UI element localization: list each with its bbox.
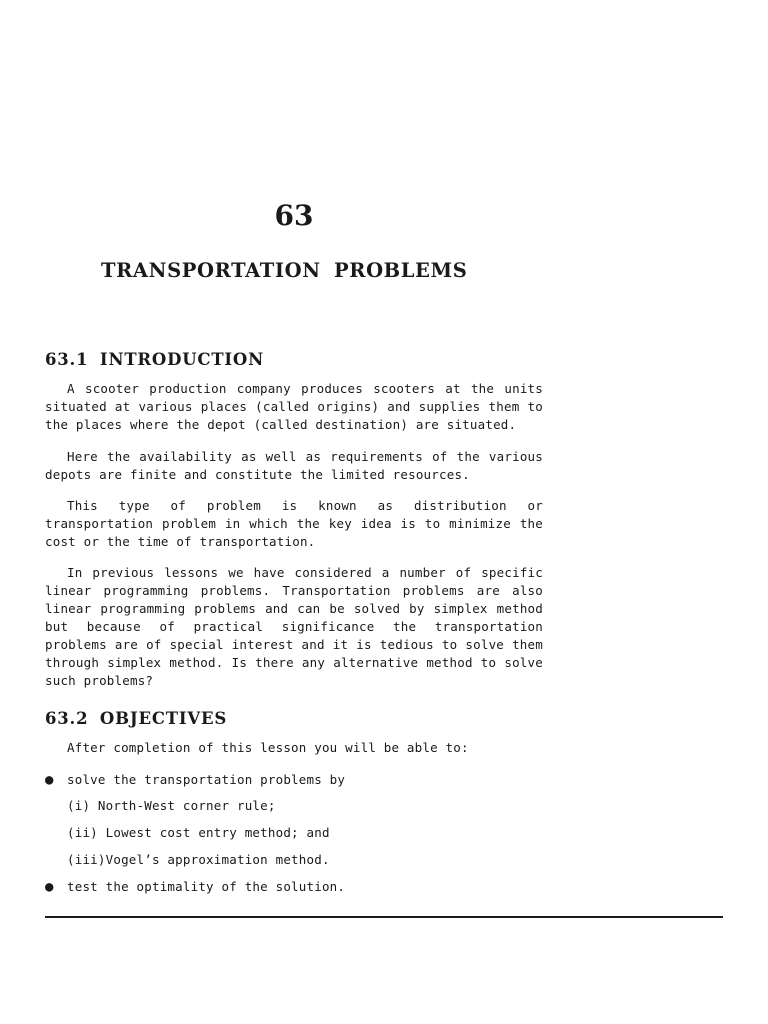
bullet-icon: ●	[45, 879, 54, 895]
objective-subitem-3: (iii)Vogel’s approximation method.	[67, 852, 330, 867]
bullet-icon: ●	[45, 772, 54, 788]
objective-item-1: solve the transportation problems by	[67, 772, 346, 787]
page-divider	[45, 916, 723, 918]
objective-item-2: test the optimality of the solution.	[67, 879, 346, 894]
objective-subitem-1: (i) North-West corner rule;	[67, 798, 276, 813]
objectives-intro: After completion of this lesson you will be able to:	[67, 740, 469, 755]
intro-paragraph-1: A scooter production company produces scooters at the units situated at various places (called origins) and supplies them to the places where the depot (called destination) are situated.	[45, 381, 543, 432]
intro-paragraph-4: In previous lessons we have considered a number of specific linear programming problems. Transportation problems are also linear programming problems and can be solved by simplex method but because of practical significance the transportation problems are of special interest and it is tedious to solve them through simplex method. Is there any alternative method to solve such problems?	[45, 565, 543, 688]
intro-paragraph-3: This type of problem is known as distribution or transportation problem in which the key idea is to minimize the cost or the time of transportation.	[45, 498, 543, 549]
intro-paragraph-2: Here the availability as well as requirements of the various depots are finite and constitute the limited resources.	[45, 449, 543, 482]
section-heading-objectives: 63.2 OBJECTIVES	[45, 709, 228, 728]
chapter-number: 63	[274, 199, 314, 232]
chapter-title: TRANSPORTATION PROBLEMS	[101, 259, 468, 282]
section-heading-introduction: 63.1 INTRODUCTION	[45, 350, 264, 369]
objective-subitem-2: (ii) Lowest cost entry method; and	[67, 825, 330, 840]
